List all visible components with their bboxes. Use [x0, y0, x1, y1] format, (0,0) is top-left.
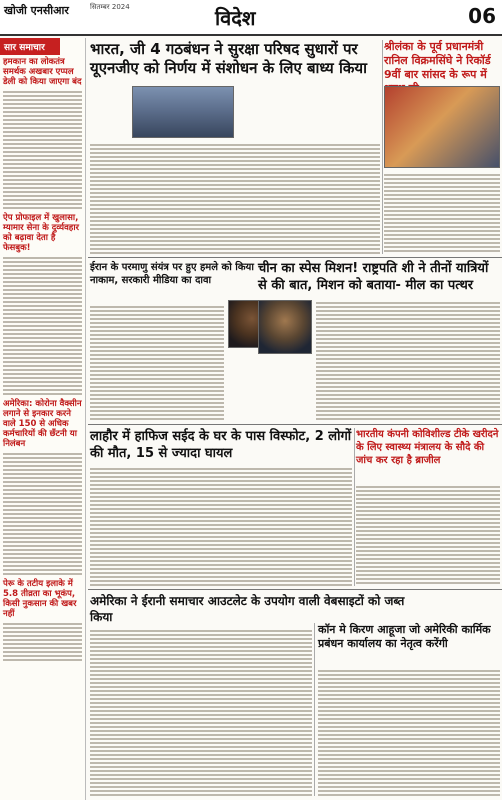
section-divider	[88, 589, 502, 590]
china-story-headline: चीन का स्पेस मिशन! राष्ट्रपति शी ने तीनों यात्रियों से की बात, मिशन को बताया- मील का पत्थर	[258, 261, 489, 293]
srilanka-story-headline: श्रीलंका के पूर्व प्रधानमंत्री रानिल विक्रमसिंघे ने रिकॉर्ड 9वीं बार सांसद के रूप में	[384, 40, 491, 81]
srilanka-story-text	[384, 172, 500, 254]
lead-story-photo	[132, 86, 234, 138]
page-number: 06	[468, 4, 496, 28]
hafiz-story-text	[90, 466, 352, 586]
left-story-4-headline: पेरू के तटीय इलाके में 5.8 तीव्रता का भूकंप, किसी नुकसान की खबर नहीं	[3, 579, 77, 619]
iran-story-text	[90, 304, 224, 422]
left-story-1-text	[0, 91, 85, 209]
column-divider	[354, 428, 355, 586]
us2-story-headline: कॉन मे किरण आहूजा जो अमेरिकी कार्मिक प्रबंधन कार्यालय का नेतृत्व करेंगी	[318, 623, 491, 650]
left-story-2-headline: ऐप प्रोफाइल में खुलासा, म्यामार सेना के दुर्व्यवहार को बढ़ावा देता है फेसबुक!	[3, 213, 79, 253]
china-story-text	[316, 300, 500, 422]
us-story-text	[90, 628, 312, 796]
section-title: विदेश	[215, 6, 256, 30]
left-news-column	[0, 38, 86, 800]
srilanka-story-photo	[384, 86, 500, 168]
lead-story-text	[90, 142, 380, 254]
main-news-area	[88, 38, 502, 800]
left-column-header: सार समाचार	[0, 38, 60, 55]
column-divider	[314, 623, 315, 796]
column-divider	[382, 40, 383, 254]
left-story-4-text	[0, 623, 85, 661]
brand-name: खोजी एनसीआर	[4, 4, 69, 17]
left-story-3-text	[0, 453, 85, 575]
china-story-photo	[258, 300, 312, 354]
hafiz-story-headline: लाहौर में हाफिज सईद के घर के पास विस्फोट, 2 लोगों की मौत, 15 से ज्यादा घायल	[90, 429, 352, 461]
lead-story-headline: भारत, जी 4 गठबंधन ने सुरक्षा परिषद सुधारों पर यूएनजीए को निर्णय में संशोधन के लिए बाध्य किया	[90, 40, 367, 77]
left-story-1-headline: हमकान का लोकतंत्र समर्थक अखबार एप्पल डेली को किया जाएगा बंद	[3, 57, 82, 87]
us2-story-text	[318, 668, 500, 796]
section-divider	[88, 424, 502, 425]
pm-story-headline: भारतीय कंपनी कोविशील्ड टीके खरीदने के लिए स्वास्थ्य मंत्रालय के सौदे की जांच कर रहा है ब्राजील	[356, 429, 499, 466]
left-story-2-text	[0, 257, 85, 395]
masthead	[0, 0, 502, 36]
iran-story-headline: ईरान के परमाणु संयंत्र पर हुए हमले को किया नाकाम, सरकारी मीडिया का दावा	[90, 262, 254, 286]
left-story-3-headline: अमेरिका: कोरोना वैक्सीन लगाने से इनकार करने वाले 150 से अधिक कर्मचारियों की छँटनी या निलंबन	[3, 399, 82, 449]
us-story-headline: अमेरिका ने ईरानी समाचार आउटलेट के उपयोग वाली वेबसाइटों को जब्त किया	[90, 594, 405, 624]
section-divider	[88, 257, 502, 258]
pm-story-text	[356, 484, 500, 586]
dateline: सितम्बर 2024	[90, 3, 130, 11]
